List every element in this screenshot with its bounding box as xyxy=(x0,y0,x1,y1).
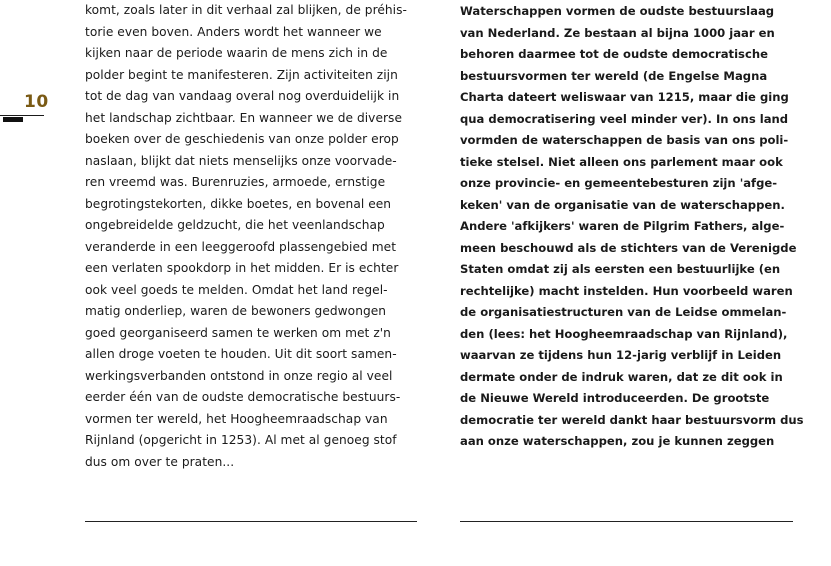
left-text-line: Rijnland (opgericht in 1253). Al met al genoeg stof xyxy=(85,433,397,447)
left-text-line: begrotingstekorten, dikke boetes, en bovenal een xyxy=(85,196,392,211)
page-marker-bar xyxy=(0,115,44,122)
left-text-line: eerder één van de oudste democratische bestuurs- xyxy=(85,390,401,404)
left-column-divider xyxy=(85,521,417,522)
right-text-line: Staten omdat zij als eersten een bestuurlijke (en xyxy=(460,262,781,276)
left-text-line: tot de dag van vandaag overal nog overduidelijk in xyxy=(85,89,400,103)
page-marker-thick-bar xyxy=(3,117,23,122)
right-text-line: Waterschappen vormen de oudste bestuurslaag xyxy=(460,4,775,18)
left-text-line: veranderde in een leeggeroofd plassengebied met xyxy=(85,239,397,254)
left-text-line: matig onderliep, waren de bewoners gedwongen xyxy=(85,304,387,318)
left-text-line: torie even boven. Anders wordt het wanneer we xyxy=(85,24,382,39)
left-text-line: allen droge voeten te houden. Uit dit soort samen- xyxy=(85,347,397,361)
right-text-line: waarvan ze tijdens hun 12-jarig verblijf in Leiden xyxy=(460,348,782,362)
left-text-column xyxy=(85,0,425,473)
left-text-line: polder begint te manifesteren. Zijn activiteiten zijn xyxy=(85,67,398,82)
left-text-line: goed georganiseerd samen te werken om met z'n xyxy=(85,325,391,340)
left-text-line: het landschap zichtbaar. En wanneer we de diverse xyxy=(85,110,402,125)
left-text-line: dus om over te praten... xyxy=(85,454,235,469)
right-text-line: meen beschouwd als de stichters van de Verenigde xyxy=(460,240,797,255)
right-text-line: den (lees: het Hoogheemraadschap van Rijnland), xyxy=(460,326,788,341)
right-text-line: tieke stelsel. Niet alleen ons parlement maar ook xyxy=(460,154,783,169)
left-text-line: kijken naar de periode waarin de mens zich in de xyxy=(85,46,388,60)
right-text-line: democratie ter wereld dankt haar bestuursvorm dus xyxy=(460,412,804,427)
left-text-line: boeken over de geschiedenis van onze polder erop xyxy=(85,132,399,146)
right-text-line: onze provincie- en gemeentebesturen zijn 'afge- xyxy=(460,176,778,190)
right-text-line: de organisatiestructuren van de Leidse ommelan- xyxy=(460,305,787,319)
page-number: 10 xyxy=(24,92,49,112)
right-text-line: Andere 'afkijkers' waren de Pilgrim Fathers, alge- xyxy=(460,219,785,233)
right-text-line: Charta dateert weliswaar van 1215, maar die ging xyxy=(460,90,789,104)
right-text-line: rechtelijke) macht instelden. Hun voorbeeld waren xyxy=(460,283,793,298)
right-text-line: dermate onder de indruk waren, dat ze dit ook in xyxy=(460,369,783,384)
right-text-line: keken' van de organisatie van de waterschappen. xyxy=(460,197,785,212)
right-text-line: aan onze waterschappen, zou je kunnen zeggen xyxy=(460,434,775,448)
left-text-line: komt, zoals later in dit verhaal zal blijken, de préhis- xyxy=(85,3,407,17)
right-text-line: van Nederland. Ze bestaan al bijna 1000 jaar en xyxy=(460,25,775,40)
right-text-line: de Nieuwe Wereld introduceerden. De grootste xyxy=(460,391,770,405)
left-text-line: ook veel goeds te melden. Omdat het land regel- xyxy=(85,282,388,297)
right-text-line: vormden de waterschappen de basis van ons poli- xyxy=(460,133,789,147)
left-text-line: naslaan, blijkt dat niets menselijks onze voorvade- xyxy=(85,153,397,168)
left-text-line: vormen ter wereld, het Hoogheemraadschap van xyxy=(85,411,388,426)
right-text-column xyxy=(460,0,805,453)
left-text-line: werkingsverbanden ontstond in onze regio al veel xyxy=(85,368,393,383)
page-marker-thin-line xyxy=(0,115,44,116)
left-text-line: een verlaten spookdorp in het midden. Er is echter xyxy=(85,261,399,275)
right-column-divider xyxy=(460,521,793,522)
left-text-line: ren vreemd was. Burenruzies, armoede, ernstige xyxy=(85,175,386,189)
right-text-line: behoren daarmee tot de oudste democratische xyxy=(460,47,768,61)
right-text-line: qua democratisering veel minder ver). In ons land xyxy=(460,111,789,126)
right-text-line: bestuursvormen ter wereld (de Engelse Magna xyxy=(460,68,768,83)
left-text-line: ongebreidelde geldzucht, die het veenlandschap xyxy=(85,218,385,232)
